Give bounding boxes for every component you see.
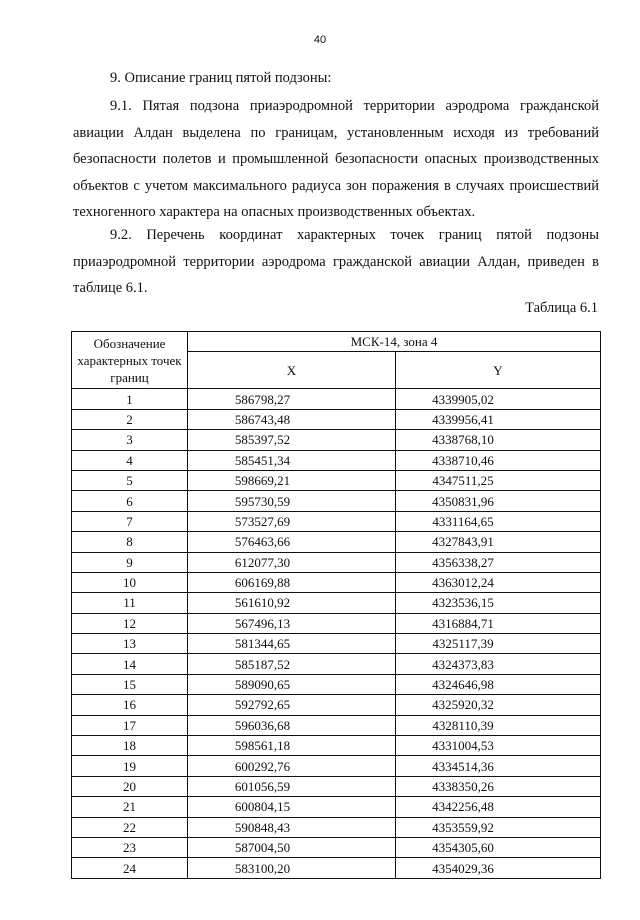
coordinate-y: 4338768,10 [396,430,601,450]
coordinate-x: 596036,68 [188,715,396,735]
table-row [72,837,601,857]
point-number: 4 [72,450,188,470]
header-coordinate-system: МСК-14, зона 4 [188,332,601,352]
coordinate-x: 598561,18 [188,736,396,756]
table-row [72,756,601,776]
point-number: 20 [72,776,188,796]
section-heading: 9. Описание границ пятой подзоны: [110,70,332,86]
point-number: 21 [72,797,188,817]
point-number: 17 [72,715,188,735]
coordinate-y: 4342256,48 [396,797,601,817]
table-row [72,389,601,409]
coordinate-x: 586798,27 [188,389,396,409]
coordinate-x: 589090,65 [188,674,396,694]
table-row [72,572,601,592]
header-x: X [188,352,396,389]
table-row [72,858,601,878]
point-number: 12 [72,613,188,633]
coordinate-y: 4354029,36 [396,858,601,878]
point-number: 1 [72,389,188,409]
coordinate-x: 590848,43 [188,817,396,837]
coordinate-y: 4324646,98 [396,674,601,694]
coordinate-y: 4339956,41 [396,409,601,429]
coordinate-x: 600292,76 [188,756,396,776]
coordinate-x: 600804,15 [188,797,396,817]
coordinate-y: 4350831,96 [396,491,601,511]
coordinate-x: 601056,59 [188,776,396,796]
coordinate-y: 4363012,24 [396,572,601,592]
coordinate-y: 4353559,92 [396,817,601,837]
coordinate-x: 586743,48 [188,409,396,429]
page-number: 40 [313,34,327,46]
coordinate-y: 4338350,26 [396,776,601,796]
coordinate-y: 4323536,15 [396,593,601,613]
paragraph-9-2: 9.2. Перечень координат характерных точек границ пятой подзоны приаэродромной территории аэродрома гражданской авиации Алдан, приведен в таблице 6.1. [73,227,599,296]
coordinate-x: 583100,20 [188,858,396,878]
coordinate-x: 561610,92 [188,593,396,613]
point-number: 23 [72,837,188,857]
coordinate-x: 567496,13 [188,613,396,633]
table-row [72,695,601,715]
point-number: 5 [72,470,188,490]
coordinate-x: 592792,65 [188,695,396,715]
point-number: 24 [72,858,188,878]
table-row [72,613,601,633]
table-row [72,674,601,694]
coordinate-y: 4325117,39 [396,634,601,654]
coordinate-x: 585397,52 [188,430,396,450]
table-row [72,430,601,450]
point-number: 6 [72,491,188,511]
table-row [72,450,601,470]
point-number: 22 [72,817,188,837]
coordinate-x: 585451,34 [188,450,396,470]
point-number: 9 [72,552,188,572]
table-row [72,511,601,531]
table-row [72,776,601,796]
coordinate-x: 585187,52 [188,654,396,674]
coordinate-x: 598669,21 [188,470,396,490]
coordinates-table [71,331,601,879]
coordinate-y: 4339905,02 [396,389,601,409]
header-point-label: Обозначение характерных точек границ [72,332,188,389]
coordinate-y: 4347511,25 [396,470,601,490]
coordinate-x: 576463,66 [188,532,396,552]
coordinate-y: 4356338,27 [396,552,601,572]
table-row [72,736,601,756]
coordinate-y: 4328110,39 [396,715,601,735]
coordinate-y: 4338710,46 [396,450,601,470]
table-row [72,491,601,511]
coordinate-y: 4334514,36 [396,756,601,776]
point-number: 10 [72,572,188,592]
point-number: 8 [72,532,188,552]
coordinate-x: 587004,50 [188,837,396,857]
point-number: 2 [72,409,188,429]
coordinate-y: 4331164,65 [396,511,601,531]
coordinate-x: 612077,30 [188,552,396,572]
coordinate-y: 4324373,83 [396,654,601,674]
point-number: 11 [72,593,188,613]
table-caption: Таблица 6.1 [525,300,598,316]
paragraph-9-1: 9.1. Пятая подзона приаэродромной территории аэродрома гражданской авиации Алдан выделена по границам, установленным исходя из требований безопасности полетов и промышленной безопасности опасных производственных объектов с учетом максимального радиуса зон поражения в случаях происшествий техногенного характера на опасных производственных объектах. [73,98,599,220]
table-row [72,593,601,613]
point-number: 18 [72,736,188,756]
table-row [72,654,601,674]
coordinate-x: 573527,69 [188,511,396,531]
point-number: 3 [72,430,188,450]
table-row [72,409,601,429]
point-number: 7 [72,511,188,531]
table-row [72,552,601,572]
table-body [72,389,601,878]
coordinate-y: 4327843,91 [396,532,601,552]
table-row [72,634,601,654]
table-row [72,817,601,837]
coordinate-x: 606169,88 [188,572,396,592]
table-row [72,797,601,817]
table-row [72,532,601,552]
table-row [72,470,601,490]
point-number: 13 [72,634,188,654]
coordinate-x: 581344,65 [188,634,396,654]
header-y: Y [396,352,601,389]
point-number: 16 [72,695,188,715]
coordinate-y: 4316884,71 [396,613,601,633]
point-number: 14 [72,654,188,674]
point-number: 15 [72,674,188,694]
table-row [72,715,601,735]
coordinate-x: 595730,59 [188,491,396,511]
point-number: 19 [72,756,188,776]
coordinate-y: 4325920,32 [396,695,601,715]
coordinate-y: 4331004,53 [396,736,601,756]
coordinate-y: 4354305,60 [396,837,601,857]
